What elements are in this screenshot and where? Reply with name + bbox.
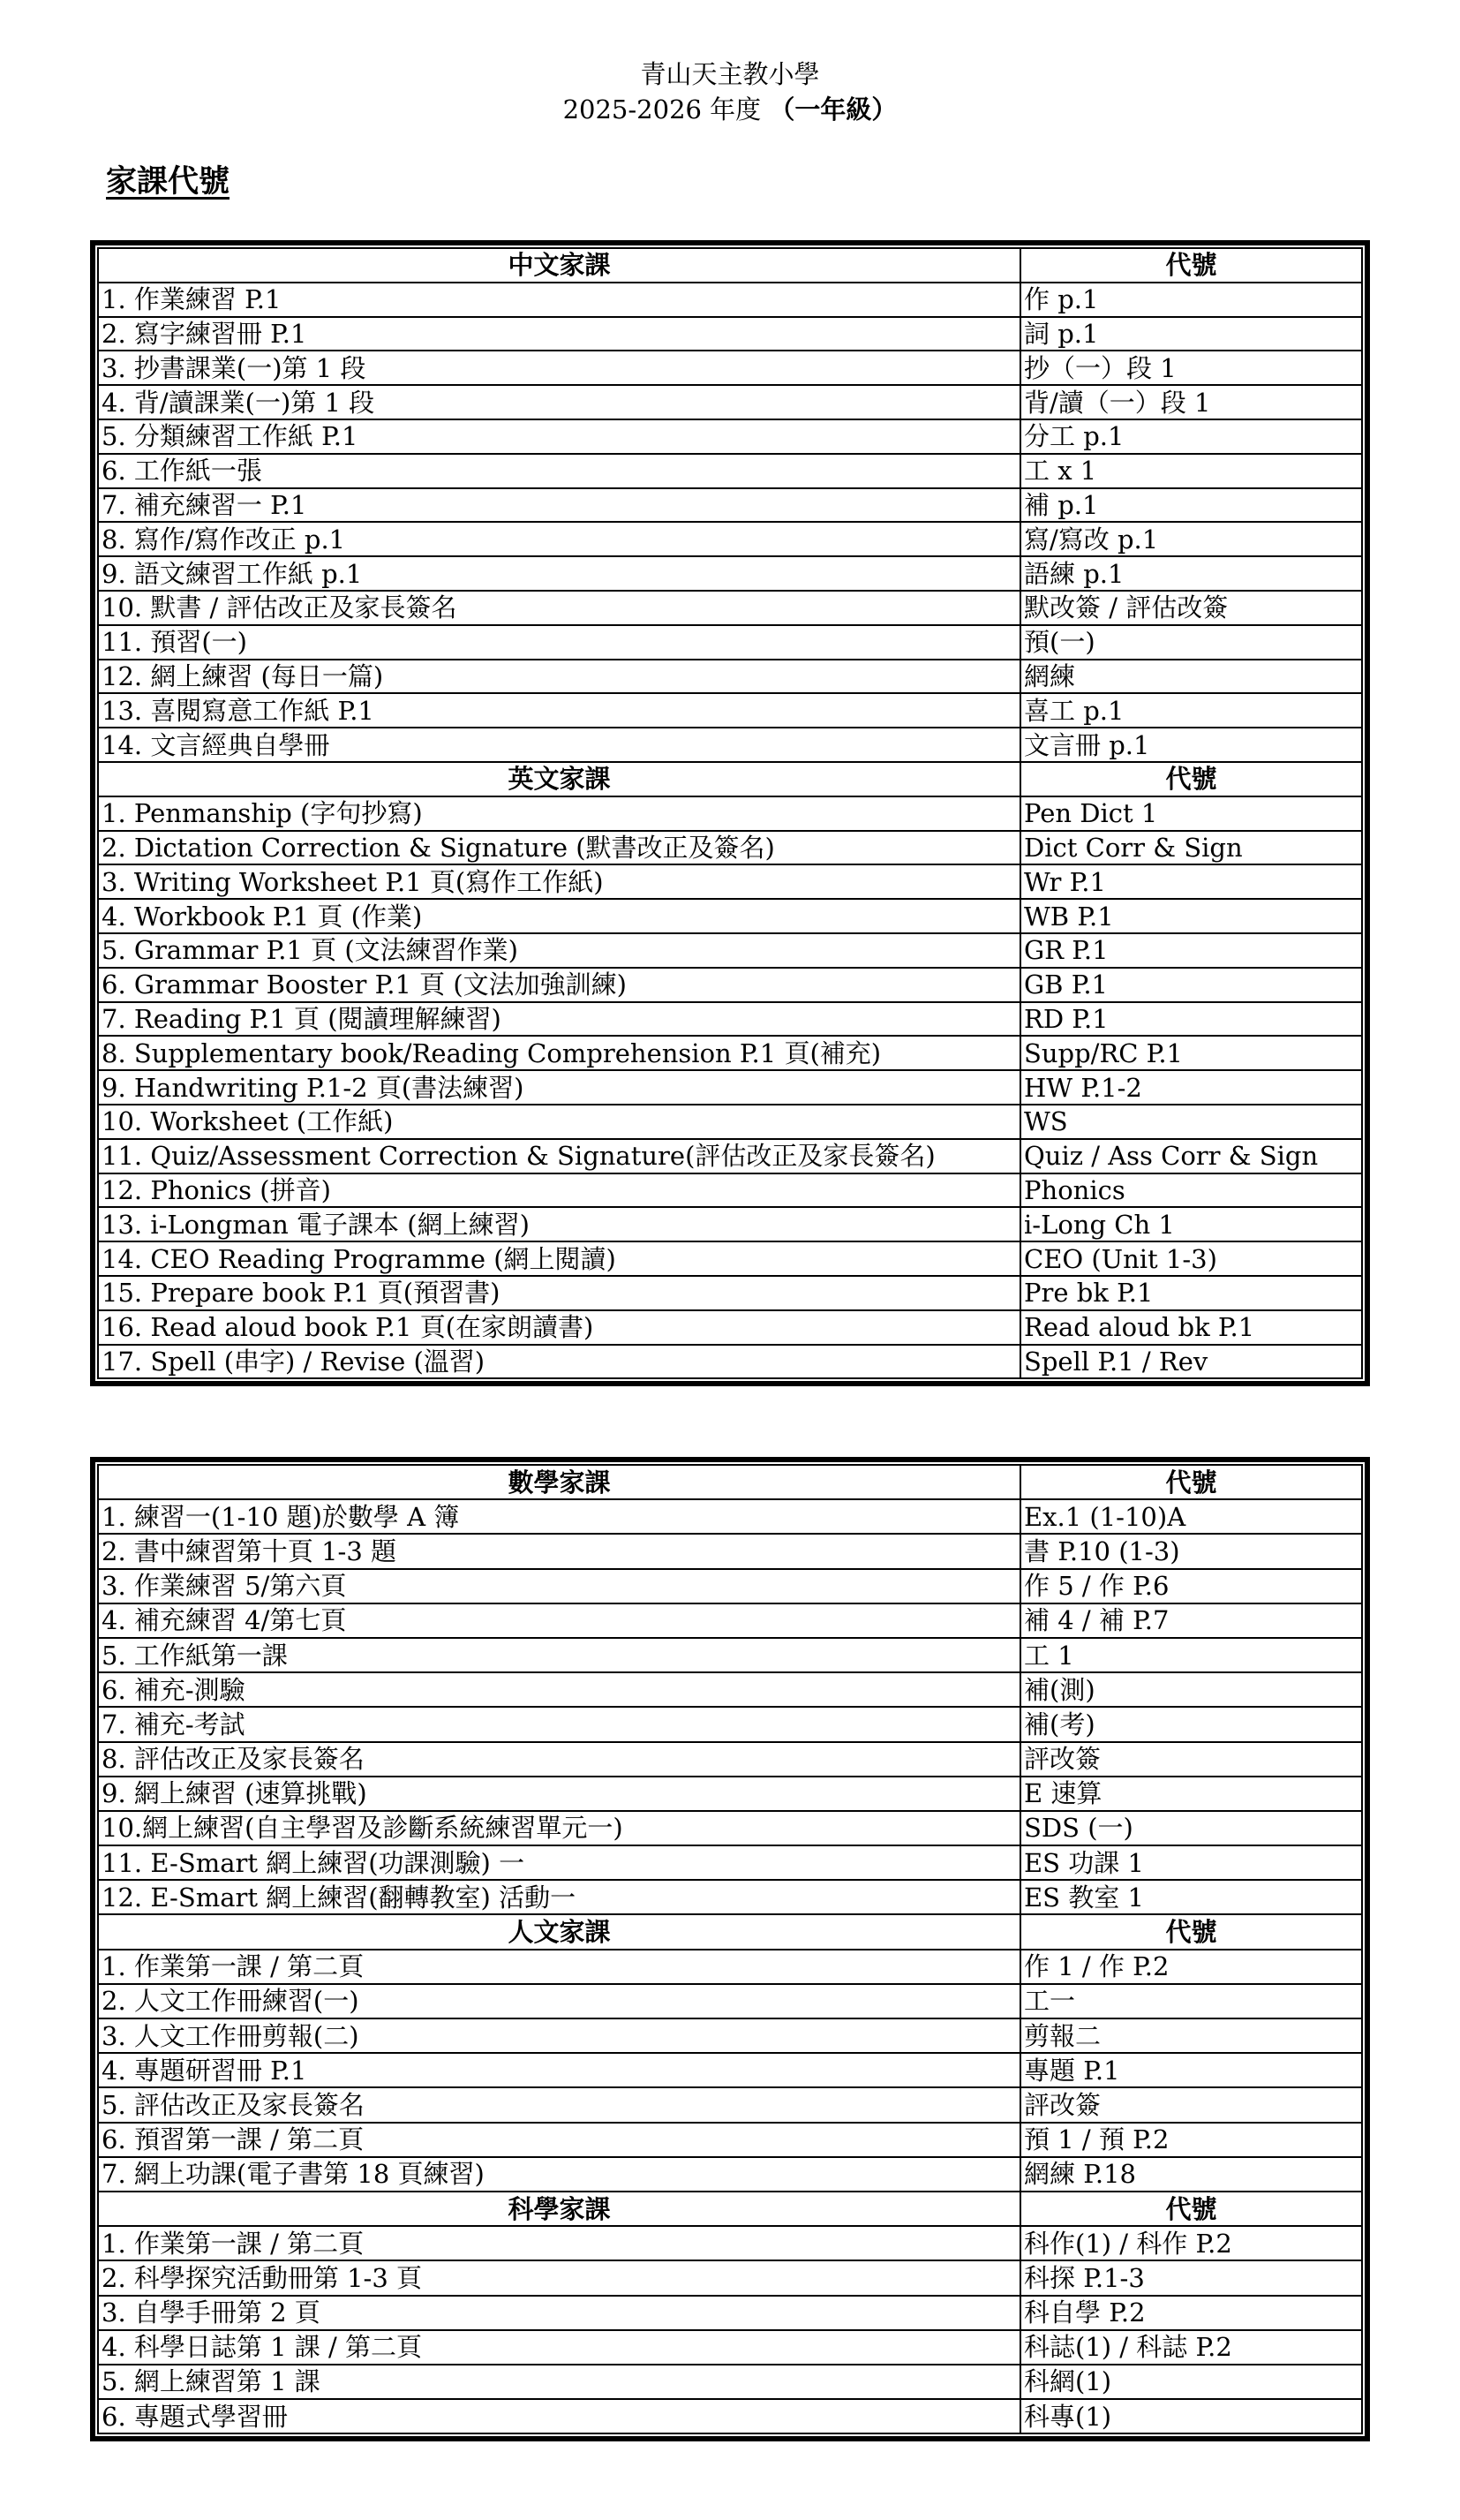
homework-code: Phonics — [1020, 1173, 1362, 1208]
homework-code: 詞 p.1 — [1020, 317, 1362, 351]
table-row — [98, 796, 1362, 831]
table-row — [98, 1811, 1362, 1845]
homework-item: 3. Writing Worksheet P.1 頁(寫作工作紙) — [98, 864, 1020, 899]
homework-item: 2. 人文工作冊練習(一) — [98, 1984, 1020, 2018]
homework-code: 默改簽 / 評估改簽 — [1020, 591, 1362, 625]
homework-code: 寫/寫改 p.1 — [1020, 522, 1362, 556]
homework-item: 5. 網上練習第 1 課 — [98, 2365, 1020, 2399]
table-row — [98, 1742, 1362, 1777]
homework-item: 8. Supplementary book/Reading Comprehension P.1 頁(補充) — [98, 1036, 1020, 1070]
homework-item: 9. Handwriting P.1-2 頁(書法練習) — [98, 1070, 1020, 1105]
homework-code: ES 功課 1 — [1020, 1845, 1362, 1880]
subject-header-row — [98, 1465, 1362, 1499]
homework-code: RD P.1 — [1020, 1002, 1362, 1037]
table-row — [98, 933, 1362, 968]
homework-item: 2. 寫字練習冊 P.1 — [98, 317, 1020, 351]
homework-code: 文言冊 p.1 — [1020, 728, 1362, 762]
year-label: 2025-2026 年度 — [562, 94, 762, 124]
homework-code: 補(考) — [1020, 1707, 1362, 1741]
code-column-header: 代號 — [1020, 1465, 1362, 1499]
homework-item: 13. 喜閱寫意工作紙 P.1 — [98, 693, 1020, 728]
homework-code-table — [97, 247, 1363, 1379]
code-column-header: 代號 — [1020, 2192, 1362, 2226]
table-row — [98, 2226, 1362, 2260]
subject-header-row — [98, 248, 1362, 283]
table-row — [98, 1036, 1362, 1070]
homework-code: SDS (一) — [1020, 1811, 1362, 1845]
homework-item: 9. 語文練習工作紙 p.1 — [98, 556, 1020, 591]
table-row — [98, 1276, 1362, 1310]
homework-item: 8. 評估改正及家長簽名 — [98, 1742, 1020, 1777]
homework-code: Read aloud bk P.1 — [1020, 1310, 1362, 1345]
table-row — [98, 317, 1362, 351]
homework-item: 3. 作業練習 5/第六頁 — [98, 1569, 1020, 1603]
homework-item: 11. 預習(一) — [98, 625, 1020, 660]
homework-code: E 速算 — [1020, 1777, 1362, 1811]
homework-item: 2. Dictation Correction & Signature (默書改正及簽名) — [98, 831, 1020, 865]
homework-item: 12. 網上練習 (每日一篇) — [98, 660, 1020, 694]
table-row — [98, 1345, 1362, 1379]
homework-code: 背/讀（一）段 1 — [1020, 385, 1362, 419]
homework-code: HW P.1-2 — [1020, 1070, 1362, 1105]
table-row — [98, 693, 1362, 728]
homework-item: 2. 科學探究活動冊第 1-3 頁 — [98, 2260, 1020, 2295]
page-header — [0, 57, 1460, 127]
homework-code: Quiz / Ass Corr & Sign — [1020, 1139, 1362, 1173]
homework-item: 17. Spell (串字) / Revise (溫習) — [98, 1345, 1020, 1379]
homework-item: 7. 補充-考試 — [98, 1707, 1020, 1741]
homework-table-2 — [90, 1457, 1370, 2441]
table-row — [98, 1672, 1362, 1707]
homework-code: 補(測) — [1020, 1672, 1362, 1707]
homework-code: Dict Corr & Sign — [1020, 831, 1362, 865]
homework-code: Spell P.1 / Rev — [1020, 1345, 1362, 1379]
table-row — [98, 454, 1362, 488]
homework-item: 4. 專題研習冊 P.1 — [98, 2053, 1020, 2087]
homework-code: 網練 — [1020, 660, 1362, 694]
homework-item: 7. 網上功課(電子書第 18 頁練習) — [98, 2157, 1020, 2192]
homework-item: 11. Quiz/Assessment Correction & Signature(評估改正及家長簽名) — [98, 1139, 1020, 1173]
homework-code: GB P.1 — [1020, 968, 1362, 1002]
homework-item: 15. Prepare book P.1 頁(預習書) — [98, 1276, 1020, 1310]
table-row — [98, 899, 1362, 933]
homework-code: 剪報二 — [1020, 2018, 1362, 2053]
homework-item: 5. Grammar P.1 頁 (文法練習作業) — [98, 933, 1020, 968]
homework-item: 10. Worksheet (工作紙) — [98, 1105, 1020, 1139]
homework-item: 12. Phonics (拼音) — [98, 1173, 1020, 1208]
homework-item: 1. 作業第一課 / 第二頁 — [98, 1950, 1020, 1984]
homework-code: WB P.1 — [1020, 899, 1362, 933]
homework-code: 預(一) — [1020, 625, 1362, 660]
table-row — [98, 2053, 1362, 2087]
homework-item: 11. E-Smart 網上練習(功課測驗) 一 — [98, 1845, 1020, 1880]
table-row — [98, 2399, 1362, 2433]
table-row — [98, 625, 1362, 660]
homework-code: CEO (Unit 1-3) — [1020, 1241, 1362, 1276]
homework-item: 10.網上練習(自主學習及診斷系統練習單元一) — [98, 1811, 1020, 1845]
homework-code: 作 p.1 — [1020, 283, 1362, 317]
table-row — [98, 488, 1362, 523]
homework-code: Pre bk P.1 — [1020, 1276, 1362, 1310]
subject-header-row — [98, 762, 1362, 796]
homework-item: 12. E-Smart 網上練習(翻轉教室) 活動一 — [98, 1880, 1020, 1914]
table-row — [98, 2296, 1362, 2330]
homework-item: 6. 補充-測驗 — [98, 1672, 1020, 1707]
homework-item: 14. 文言經典自學冊 — [98, 728, 1020, 762]
table-row — [98, 968, 1362, 1002]
subject-header-row — [98, 2192, 1362, 2226]
homework-code: 評改簽 — [1020, 1742, 1362, 1777]
homework-code: 補 p.1 — [1020, 488, 1362, 523]
table-row — [98, 831, 1362, 865]
homework-code: 書 P.10 (1-3) — [1020, 1534, 1362, 1568]
homework-item: 2. 書中練習第十頁 1-3 題 — [98, 1534, 1020, 1568]
table-row — [98, 1777, 1362, 1811]
homework-table-1 — [90, 240, 1370, 1386]
grade-label: （一年級） — [769, 94, 898, 124]
homework-code: Pen Dict 1 — [1020, 796, 1362, 831]
homework-item: 6. 工作紙一張 — [98, 454, 1020, 488]
homework-item: 16. Read aloud book P.1 頁(在家朗讀書) — [98, 1310, 1020, 1345]
subject-title: 人文家課 — [98, 1914, 1020, 1949]
homework-item: 7. Reading P.1 頁 (閱讀理解練習) — [98, 1002, 1020, 1037]
table-row — [98, 2123, 1362, 2157]
table-row — [98, 1002, 1362, 1037]
table-row — [98, 1880, 1362, 1914]
homework-code: 科作(1) / 科作 P.2 — [1020, 2226, 1362, 2260]
table-row — [98, 351, 1362, 385]
homework-item: 5. 工作紙第一課 — [98, 1638, 1020, 1672]
table-row — [98, 1569, 1362, 1603]
table-row — [98, 2018, 1362, 2053]
homework-item: 5. 分類練習工作紙 P.1 — [98, 419, 1020, 454]
code-column-header: 代號 — [1020, 1914, 1362, 1949]
homework-item: 3. 自學手冊第 2 頁 — [98, 2296, 1020, 2330]
homework-code-table — [97, 1464, 1363, 2434]
homework-item: 1. 作業練習 P.1 — [98, 283, 1020, 317]
subject-title: 中文家課 — [98, 248, 1020, 283]
homework-item: 7. 補充練習一 P.1 — [98, 488, 1020, 523]
table-row — [98, 1984, 1362, 2018]
table-row — [98, 1310, 1362, 1345]
homework-code: 工 x 1 — [1020, 454, 1362, 488]
homework-code: 工一 — [1020, 1984, 1362, 2018]
homework-code: 補 4 / 補 P.7 — [1020, 1603, 1362, 1638]
table-row — [98, 728, 1362, 762]
table-row — [98, 2330, 1362, 2365]
homework-item: 9. 網上練習 (速算挑戰) — [98, 1777, 1020, 1811]
homework-code: 分工 p.1 — [1020, 419, 1362, 454]
homework-item: 10. 默書 / 評估改正及家長簽名 — [98, 591, 1020, 625]
table-row — [98, 1173, 1362, 1208]
table-row — [98, 660, 1362, 694]
table-row — [98, 1845, 1362, 1880]
table-row — [98, 1638, 1362, 1672]
homework-item: 1. 作業第一課 / 第二頁 — [98, 2226, 1020, 2260]
homework-code: 工 1 — [1020, 1638, 1362, 1672]
table-row — [98, 1241, 1362, 1276]
homework-item: 4. 背/讀課業(一)第 1 段 — [98, 385, 1020, 419]
homework-code: 抄（一）段 1 — [1020, 351, 1362, 385]
homework-code: 語練 p.1 — [1020, 556, 1362, 591]
homework-code: 作 1 / 作 P.2 — [1020, 1950, 1362, 1984]
table-row — [98, 1534, 1362, 1568]
code-column-header: 代號 — [1020, 762, 1362, 796]
table-row — [98, 1499, 1362, 1534]
homework-item: 6. 預習第一課 / 第二頁 — [98, 2123, 1020, 2157]
homework-code: 喜工 p.1 — [1020, 693, 1362, 728]
table-row — [98, 1603, 1362, 1638]
table-row — [98, 1139, 1362, 1173]
section-title: 家課代號 — [106, 163, 230, 200]
homework-code: 科網(1) — [1020, 2365, 1362, 2399]
table-row — [98, 1105, 1362, 1139]
table-row — [98, 556, 1362, 591]
homework-item: 8. 寫作/寫作改正 p.1 — [98, 522, 1020, 556]
table-row — [98, 2365, 1362, 2399]
homework-code: i-Long Ch 1 — [1020, 1207, 1362, 1241]
homework-code: 專題 P.1 — [1020, 2053, 1362, 2087]
table-row — [98, 283, 1362, 317]
school-year — [0, 92, 1460, 127]
subject-title: 科學家課 — [98, 2192, 1020, 2226]
homework-item: 6. 專題式學習冊 — [98, 2399, 1020, 2433]
table-row — [98, 419, 1362, 454]
homework-code: Supp/RC P.1 — [1020, 1036, 1362, 1070]
homework-code: GR P.1 — [1020, 933, 1362, 968]
homework-item: 13. i-Longman 電子課本 (網上練習) — [98, 1207, 1020, 1241]
homework-item: 14. CEO Reading Programme (網上閱讀) — [98, 1241, 1020, 1276]
homework-code: 作 5 / 作 P.6 — [1020, 1569, 1362, 1603]
homework-item: 5. 評估改正及家長簽名 — [98, 2087, 1020, 2122]
table-row — [98, 2260, 1362, 2295]
homework-item: 1. Penmanship (字句抄寫) — [98, 796, 1020, 831]
homework-item: 1. 練習一(1-10 題)於數學 A 簿 — [98, 1499, 1020, 1534]
homework-code: 預 1 / 預 P.2 — [1020, 2123, 1362, 2157]
homework-item: 4. Workbook P.1 頁 (作業) — [98, 899, 1020, 933]
homework-code: Ex.1 (1-10)A — [1020, 1499, 1362, 1534]
subject-title: 英文家課 — [98, 762, 1020, 796]
subject-header-row — [98, 1914, 1362, 1949]
homework-code: 科自學 P.2 — [1020, 2296, 1362, 2330]
homework-code: ES 教室 1 — [1020, 1880, 1362, 1914]
homework-item: 4. 科學日誌第 1 課 / 第二頁 — [98, 2330, 1020, 2365]
homework-code: 科誌(1) / 科誌 P.2 — [1020, 2330, 1362, 2365]
homework-code: Wr P.1 — [1020, 864, 1362, 899]
subject-title: 數學家課 — [98, 1465, 1020, 1499]
homework-code: WS — [1020, 1105, 1362, 1139]
homework-code: 科專(1) — [1020, 2399, 1362, 2433]
school-name: 青山天主教小學 — [640, 59, 820, 89]
table-row — [98, 591, 1362, 625]
homework-code: 科探 P.1-3 — [1020, 2260, 1362, 2295]
table-row — [98, 1950, 1362, 1984]
table-row — [98, 385, 1362, 419]
homework-item: 4. 補充練習 4/第七頁 — [98, 1603, 1020, 1638]
table-row — [98, 1707, 1362, 1741]
table-row — [98, 2087, 1362, 2122]
homework-code: 評改簽 — [1020, 2087, 1362, 2122]
homework-code: 網練 P.18 — [1020, 2157, 1362, 2192]
table-row — [98, 1070, 1362, 1105]
code-column-header: 代號 — [1020, 248, 1362, 283]
table-row — [98, 864, 1362, 899]
homework-item: 6. Grammar Booster P.1 頁 (文法加強訓練) — [98, 968, 1020, 1002]
homework-item: 3. 抄書課業(一)第 1 段 — [98, 351, 1020, 385]
table-row — [98, 522, 1362, 556]
table-row — [98, 1207, 1362, 1241]
table-row — [98, 2157, 1362, 2192]
homework-item: 3. 人文工作冊剪報(二) — [98, 2018, 1020, 2053]
